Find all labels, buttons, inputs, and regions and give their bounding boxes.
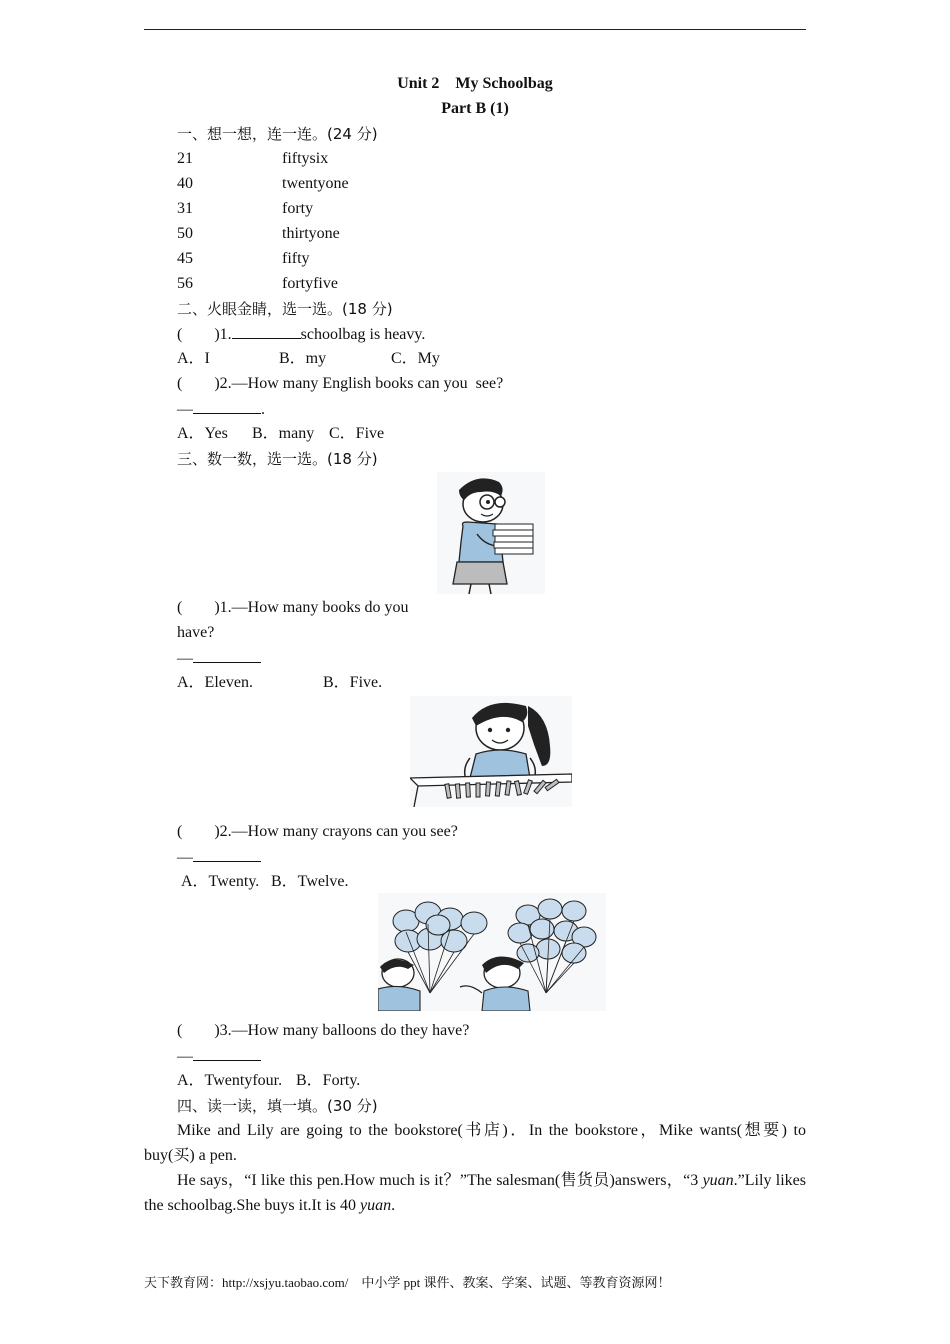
answer-line [177, 847, 261, 868]
number-item: 21 [177, 150, 193, 167]
section1-heading: 一、想一想，连一连。(24 分) [177, 125, 378, 143]
option: A．Twenty. [181, 873, 260, 890]
option: C．Five [329, 425, 385, 442]
option: C．My [391, 350, 440, 367]
answer-blank[interactable] [193, 1046, 261, 1061]
word-item: thirtyone [282, 225, 340, 242]
s3-question-3: ( )3.—How many balloons do they have? [177, 1022, 470, 1039]
word-item: fortyfive [282, 275, 338, 292]
s3-question-1-line2: have? [177, 624, 215, 641]
girl-with-crayons-illustration [410, 696, 572, 807]
option: A．Yes [177, 425, 228, 442]
word-item: forty [282, 200, 314, 217]
dash: — [177, 650, 193, 667]
s3-question-1-line1: ( )1.—How many books do you [177, 599, 409, 616]
option: A．I [177, 350, 210, 367]
dash: — [177, 401, 193, 418]
section2-heading: 二、火眼金睛，选一选。(18 分) [177, 300, 393, 318]
top-rule [144, 29, 806, 30]
period: . [261, 401, 265, 418]
number-item: 56 [177, 275, 193, 292]
page-footer: 天下教育网：http://xsjyu.taobao.com/ 中小学 ppt 课件、教案、学案、试题、等教育资源网！ [144, 1275, 671, 1290]
paragraph-text: He says，“I like this pen.How much is it？”The salesman(售货员)answers，“3 [177, 1172, 703, 1189]
s2-question-1 [177, 324, 425, 345]
answer-blank[interactable] [193, 847, 261, 862]
section3-heading: 三、数一数，选一选。(18 分) [177, 450, 378, 468]
italic-word: yuan [702, 1172, 734, 1189]
page-subtitle: Part B (1) [441, 100, 509, 117]
word-item: twentyone [282, 175, 349, 192]
s2-question-2: ( )2.—How many English books can you see? [177, 375, 504, 392]
boy-with-books-illustration [437, 472, 545, 594]
question-prefix: ( )1. [177, 326, 232, 343]
reading-paragraph-2 [144, 1168, 806, 1218]
option: B．Five. [323, 674, 383, 691]
reading-paragraph-1 [144, 1118, 806, 1168]
section4-heading: 四、读一读，填一填。(30 分) [177, 1097, 378, 1115]
answer-blank[interactable] [232, 324, 301, 339]
option: B．my [279, 350, 327, 367]
answer-line [177, 399, 265, 420]
option: B．Forty. [296, 1072, 361, 1089]
option: A．Twentyfour. [177, 1072, 283, 1089]
option: A．Eleven. [177, 674, 253, 691]
word-item: fifty [282, 250, 310, 267]
paragraph-text: .”Lily likes the schoolbag.She buys it.It is 40 [144, 1172, 807, 1214]
children-with-balloons-illustration [378, 893, 606, 1011]
number-item: 45 [177, 250, 193, 267]
dash: — [177, 1048, 193, 1065]
answer-blank[interactable] [193, 399, 261, 414]
number-item: 40 [177, 175, 193, 192]
number-item: 50 [177, 225, 193, 242]
answer-blank[interactable] [193, 648, 261, 663]
italic-word: yuan [359, 1197, 392, 1214]
question-text: schoolbag is heavy. [300, 326, 426, 343]
page-title: Unit 2 My Schoolbag [397, 75, 553, 92]
paragraph-text: Mike and Lily are going to the bookstore(书店)．In the bookstore，Mike wants(想要) to buy(买) a pen. [144, 1122, 806, 1164]
number-item: 31 [177, 200, 193, 217]
answer-line [177, 648, 261, 669]
dash: — [177, 849, 193, 866]
option: B．many [252, 425, 315, 442]
s3-question-2: ( )2.—How many crayons can you see? [177, 823, 458, 840]
paragraph-text: . [391, 1197, 396, 1214]
answer-line [177, 1046, 261, 1067]
option: B．Twelve. [271, 873, 349, 890]
word-item: fiftysix [282, 150, 329, 167]
